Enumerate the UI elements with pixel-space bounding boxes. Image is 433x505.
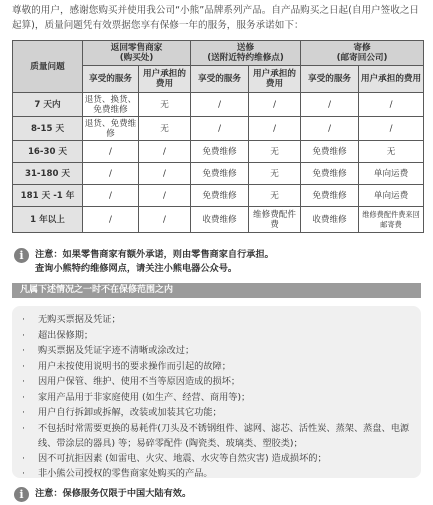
subheader-enjoy: 享受的服务: [83, 66, 139, 93]
list-item: · 因不可抗拒因素 (如雷电、火灾、地震、水灾等自然灾害) 造成损坏的；: [22, 452, 327, 464]
exclusion-list: [12, 306, 421, 482]
table-row: 8-15 天 退货、免费维修 无 / / / /: [13, 117, 424, 141]
region-note: [14, 487, 191, 502]
info-icon: i: [14, 248, 29, 263]
table-row: 181 天 -1 年 / / 免费维修 无 免费维修 单向运费: [13, 185, 424, 207]
list-item: · 非小熊公司授权的零售商家处购买的产品。: [22, 468, 213, 479]
subheader-enjoy: 享受的服务: [191, 66, 249, 93]
quality-issue-header: 质量问题: [13, 41, 83, 93]
list-item: · 不包括时常需要更换的易耗件(刀头及不锈钢组件、滤网、滤芯、活性炭、蒸架、蒸盘、电源线、带涂层的器具) 等；易碎零配件 (陶瓷类、玻璃类、塑胶类)；: [22, 422, 410, 449]
note-line-2: 查询小熊特约维修网点，请关注小熊电器公众号。: [35, 262, 238, 274]
list-item: · 无购买票据及凭证；: [22, 314, 121, 325]
list-item: · 用户自行拆卸或拆解，改装或加装其它功能；: [22, 407, 222, 418]
table-row: 1 年以上 / / 收费维修 维修费配件费 收费维修 维修费配件费来回邮寄费: [13, 207, 424, 233]
retailer-header: 返回零售商家 (购买处): [83, 41, 191, 66]
list-item: · 用户未按使用说明书的要求操作而引起的故障；: [22, 360, 231, 372]
table-row: 7 天内 退货、换货、免费维修 无 / / / /: [13, 93, 424, 117]
subheader-bear: 用户承担的费用: [249, 66, 301, 93]
note-line-1: 注意：如果零售商家有额外承诺，则由零售商家自行承担。: [35, 249, 274, 260]
retailer-note: [14, 248, 274, 275]
table-row: 16-30 天 / / 免费维修 无 免费维修 无: [13, 141, 424, 163]
subheader-bear: 用户承担的费用: [139, 66, 191, 93]
list-item: · 超出保修期；: [22, 329, 94, 341]
subheader-bear: 用户承担的费用: [359, 66, 424, 93]
intro-paragraph: 尊敬的用户，感谢您购买并使用我公司“小熊”品牌系列产品。自产品购买之日起(自用户签收之日起算)，质量问题凭有效票据您享有保修一年的服务，服务承诺如下：: [12, 5, 420, 31]
region-note-text: 注意：保修服务仅限于中国大陆有效。: [35, 488, 192, 499]
list-item: · 因用户保管、维护、使用不当等原因造成的损坏；: [22, 376, 241, 387]
subheader-enjoy: 享受的服务: [301, 66, 359, 93]
exclusion-banner: 凡属下述情况之一时不在保修范围之内: [12, 283, 421, 298]
list-item: · 购买票据及凭证字迹不清晰或涂改过；: [22, 345, 195, 356]
repair-center-header: 送修 (送附近特约维修点): [191, 41, 301, 66]
list-item: · 家用产品用于非家庭使用 (如生产、经营、商用等)；: [22, 391, 251, 403]
warranty-table: [12, 40, 424, 233]
table-row: 31-180 天 / / 免费维修 无 免费维修 单向运费: [13, 163, 424, 185]
mail-in-header: 寄修 (邮寄回公司): [301, 41, 424, 66]
info-icon: i: [14, 487, 29, 502]
exclusion-panel: [12, 306, 421, 478]
